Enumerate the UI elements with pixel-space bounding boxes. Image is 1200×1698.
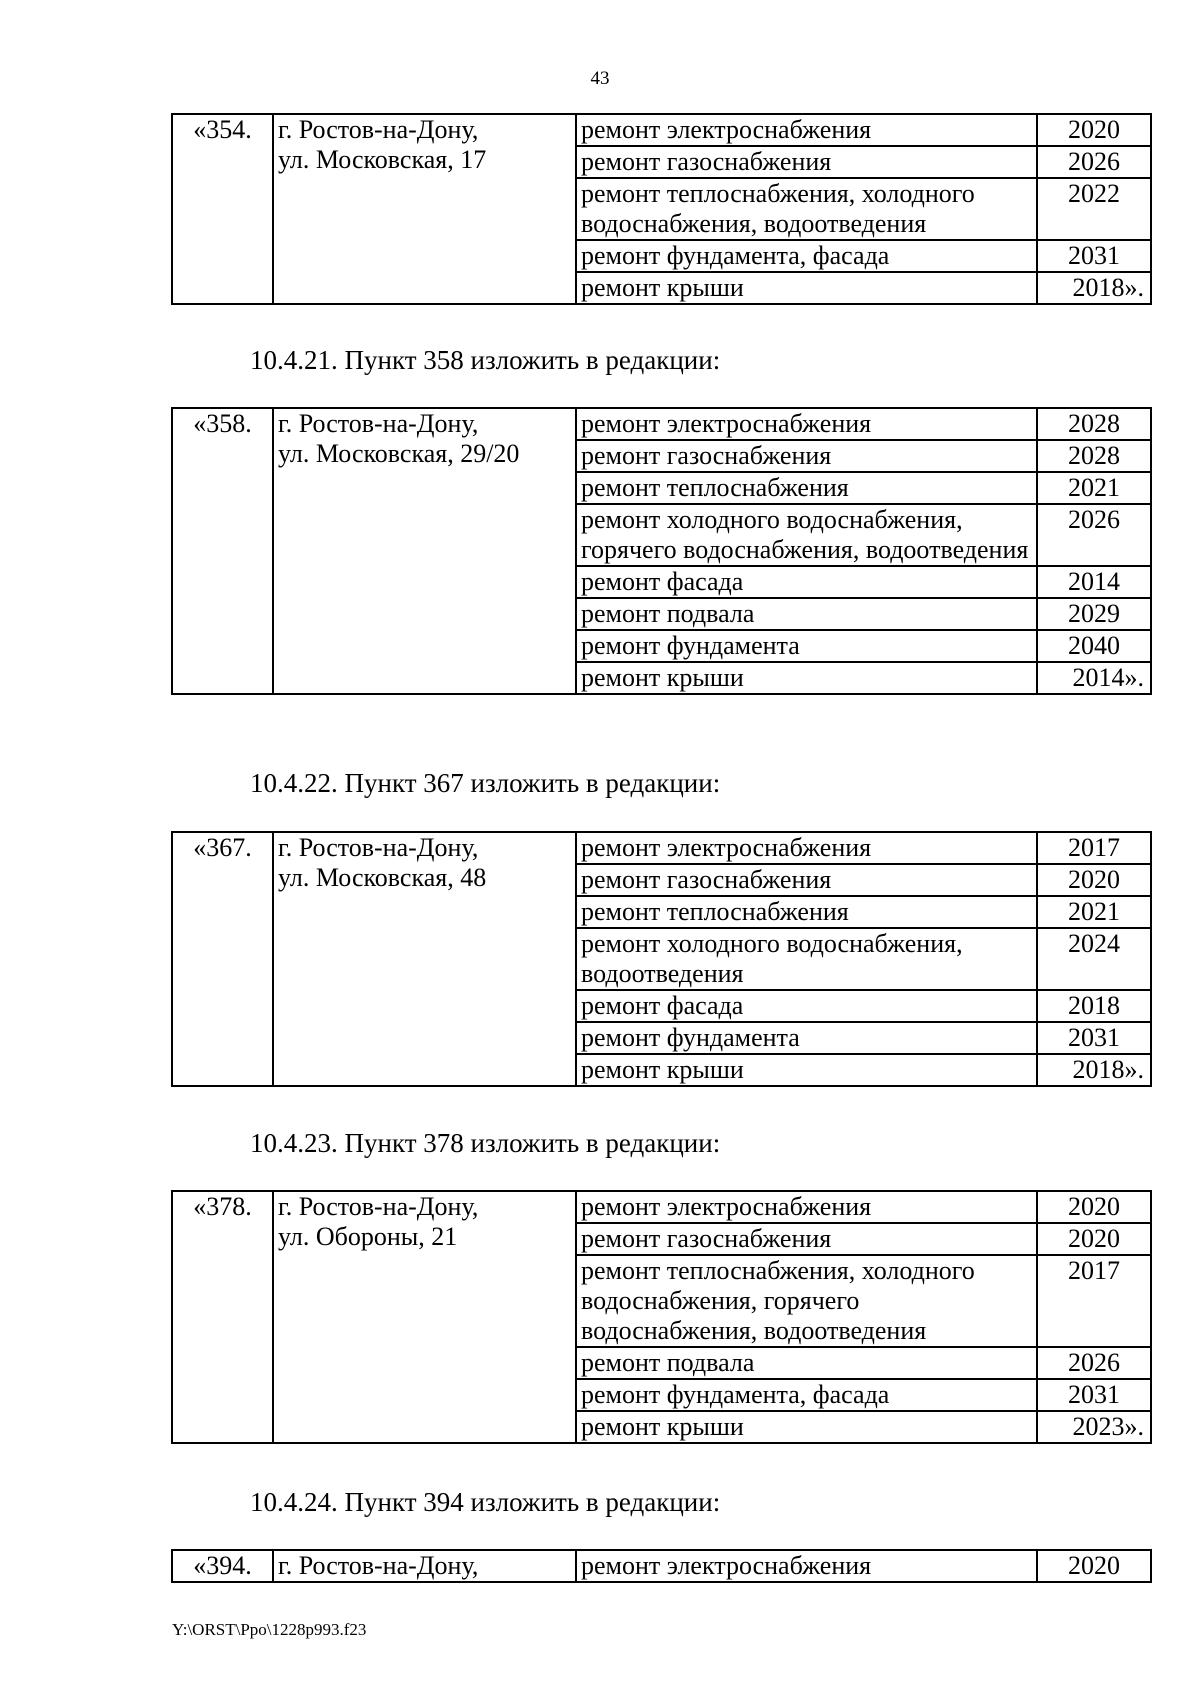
work-type: ремонт фасада bbox=[576, 990, 1037, 1022]
address-street: ул. Московская, 48 bbox=[278, 863, 487, 892]
table-row bbox=[172, 1191, 1151, 1223]
repair-year: 2017 bbox=[1037, 832, 1151, 864]
address-street: ул. Московская, 29/20 bbox=[278, 439, 520, 468]
table-row bbox=[172, 114, 1151, 146]
repair-year: 2021 bbox=[1037, 472, 1151, 504]
section-heading: 10.4.21. Пункт 358 изложить в редакции: bbox=[250, 345, 721, 375]
work-type: ремонт электроснабжения bbox=[576, 114, 1037, 146]
repair-year: 2040 bbox=[1037, 630, 1151, 662]
repair-year: 2020 bbox=[1037, 1550, 1151, 1582]
item-number: «354. bbox=[172, 114, 273, 304]
page-number: 43 bbox=[590, 68, 610, 89]
work-type: ремонт подвала bbox=[576, 1347, 1037, 1379]
table-row bbox=[172, 832, 1151, 864]
repair-year: 2029 bbox=[1037, 598, 1151, 630]
work-type: ремонт электроснабжения bbox=[576, 408, 1037, 440]
repair-year: 2017 bbox=[1037, 1255, 1151, 1347]
work-type: ремонт теплоснабжения, холодного водоснабжения, горячего водоснабжения, водоотведения bbox=[576, 1255, 1037, 1347]
repair-year: 2024 bbox=[1037, 928, 1151, 990]
address-cell bbox=[273, 408, 576, 694]
section-heading: 10.4.24. Пункт 394 изложить в редакции: bbox=[250, 1487, 721, 1517]
repair-year: 2028 bbox=[1037, 408, 1151, 440]
address-city: г. Ростов-на-Дону, bbox=[278, 115, 479, 144]
repair-year: 2023». bbox=[1037, 1411, 1151, 1443]
work-type: ремонт крыши bbox=[576, 662, 1037, 694]
repair-year: 2020 bbox=[1037, 1191, 1151, 1223]
work-type: ремонт фундамента bbox=[576, 630, 1037, 662]
repair-year: 2026 bbox=[1037, 1347, 1151, 1379]
address-street: ул. Обороны, 21 bbox=[278, 1222, 458, 1251]
repair-year: 2014 bbox=[1037, 566, 1151, 598]
section-heading: 10.4.23. Пункт 378 изложить в редакции: bbox=[250, 1128, 721, 1158]
address-cell bbox=[273, 1550, 576, 1582]
repair-year: 2020 bbox=[1037, 1223, 1151, 1255]
work-type: ремонт электроснабжения bbox=[576, 1191, 1037, 1223]
address-street: ул. Московская, 17 bbox=[278, 145, 487, 174]
table-row bbox=[172, 1550, 1151, 1582]
repair-year: 2020 bbox=[1037, 864, 1151, 896]
work-type: ремонт теплоснабжения, холодного водоснабжения, водоотведения bbox=[576, 178, 1037, 240]
work-type: ремонт фасада bbox=[576, 566, 1037, 598]
address-cell bbox=[273, 114, 576, 304]
address-cell bbox=[273, 1191, 576, 1443]
work-type: ремонт фундамента, фасада bbox=[576, 1379, 1037, 1411]
repair-year: 2031 bbox=[1037, 1022, 1151, 1054]
work-type: ремонт фундамента, фасада bbox=[576, 240, 1037, 272]
work-type: ремонт теплоснабжения bbox=[576, 896, 1037, 928]
work-type: ремонт фундамента bbox=[576, 1022, 1037, 1054]
section-heading: 10.4.22. Пункт 367 изложить в редакции: bbox=[250, 768, 721, 798]
work-type: ремонт холодного водоснабжения, горячего водоснабжения, водоотведения bbox=[576, 504, 1037, 566]
file-path-footer: Y:\ORST\Ppo\1228p993.f23 bbox=[172, 1620, 367, 1639]
repair-year: 2018». bbox=[1037, 272, 1151, 304]
work-type: ремонт крыши bbox=[576, 272, 1037, 304]
repair-year: 2026 bbox=[1037, 504, 1151, 566]
repair-year: 2031 bbox=[1037, 1379, 1151, 1411]
item-number: «394. bbox=[172, 1550, 273, 1582]
work-type: ремонт газоснабжения bbox=[576, 440, 1037, 472]
work-type: ремонт крыши bbox=[576, 1411, 1037, 1443]
item-number: «358. bbox=[172, 408, 273, 694]
repair-year: 2028 bbox=[1037, 440, 1151, 472]
work-type: ремонт холодного водоснабжения, водоотведения bbox=[576, 928, 1037, 990]
repair-year: 2026 bbox=[1037, 146, 1151, 178]
work-type: ремонт теплоснабжения bbox=[576, 472, 1037, 504]
item-number: «378. bbox=[172, 1191, 273, 1443]
work-type: ремонт крыши bbox=[576, 1054, 1037, 1086]
address-cell bbox=[273, 832, 576, 1086]
work-type: ремонт подвала bbox=[576, 598, 1037, 630]
table-row bbox=[172, 408, 1151, 440]
repair-year: 2018 bbox=[1037, 990, 1151, 1022]
record-table-367 bbox=[171, 831, 1152, 1087]
repair-year: 2021 bbox=[1037, 896, 1151, 928]
record-table-354 bbox=[171, 113, 1152, 305]
address-city: г. Ростов-на-Дону, bbox=[278, 1551, 479, 1580]
work-type: ремонт газоснабжения bbox=[576, 864, 1037, 896]
work-type: ремонт газоснабжения bbox=[576, 146, 1037, 178]
work-type: ремонт электроснабжения bbox=[576, 1550, 1037, 1582]
record-table-358 bbox=[171, 407, 1152, 695]
item-number: «367. bbox=[172, 832, 273, 1086]
work-type: ремонт газоснабжения bbox=[576, 1223, 1037, 1255]
repair-year: 2018». bbox=[1037, 1054, 1151, 1086]
repair-year: 2020 bbox=[1037, 114, 1151, 146]
repair-year: 2022 bbox=[1037, 178, 1151, 240]
repair-year: 2031 bbox=[1037, 240, 1151, 272]
repair-year: 2014». bbox=[1037, 662, 1151, 694]
address-city: г. Ростов-на-Дону, bbox=[278, 409, 479, 438]
record-table-378 bbox=[171, 1190, 1152, 1444]
address-city: г. Ростов-на-Дону, bbox=[278, 833, 479, 862]
work-type: ремонт электроснабжения bbox=[576, 832, 1037, 864]
record-table-394 bbox=[171, 1549, 1152, 1583]
address-city: г. Ростов-на-Дону, bbox=[278, 1192, 479, 1221]
